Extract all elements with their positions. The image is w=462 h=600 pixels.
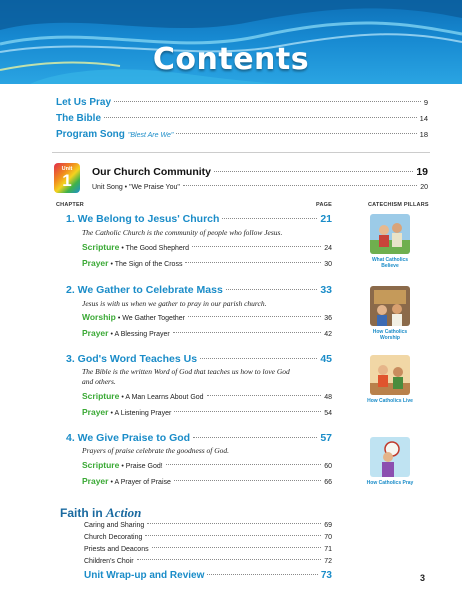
dot-leader (207, 574, 317, 575)
wrap-up-label: Unit Wrap-up and Review (84, 570, 205, 581)
toc-entry-label: Program Song (56, 129, 125, 140)
pillar-pray-image (370, 437, 410, 477)
dot-leader (188, 316, 321, 317)
chapter-description: The Catholic Church is the community of people who follow Jesus. (82, 228, 283, 237)
unit-page: 19 (416, 166, 428, 178)
toc-entry-unit[interactable] (92, 166, 428, 178)
toc-entry-page: 18 (419, 130, 428, 139)
wrap-up-page: 73 (320, 570, 332, 581)
dot-leader (145, 535, 321, 536)
chapter-page: 21 (320, 213, 332, 225)
unit-title: Our Church Community (92, 166, 212, 178)
dot-leader (222, 218, 317, 219)
pillar-caption: What Catholics Believe (371, 257, 409, 269)
pillar-live-image (370, 355, 410, 395)
chapter-3-item-2[interactable] (82, 407, 332, 417)
item-keyword: Prayer (82, 258, 109, 268)
chapter-1-item-2[interactable] (82, 258, 332, 268)
item-label: • A Prayer of Praise (110, 479, 171, 486)
column-heading-pillars: CATECHISM PILLARS (368, 202, 429, 208)
dot-leader (226, 289, 318, 290)
toc-entry-let-us-pray[interactable] (56, 97, 428, 108)
item-label: • A Blessing Prayer (110, 331, 170, 338)
dot-leader (193, 437, 317, 438)
page-number: 3 (420, 573, 426, 583)
faith-in-action-heading-plain: Faith in (60, 506, 103, 520)
faith-item-label: Children's Choir (84, 558, 134, 565)
dot-leader (147, 523, 321, 524)
chapter-title: 3. God's Word Teaches Us (66, 353, 198, 365)
chapter-4-item-2[interactable] (82, 476, 332, 486)
item-page: 42 (324, 331, 332, 338)
column-heading-chapter: CHAPTER (56, 202, 84, 208)
chapter-description: Prayers of praise celebrate the goodness of God. (82, 446, 230, 455)
chapter-3-title-row[interactable] (66, 353, 332, 365)
item-label: • The Sign of the Cross (110, 261, 183, 268)
pillar-caption: How Catholics Worship (372, 329, 408, 341)
item-label: • Praise God! (121, 463, 163, 470)
chapter-3-item-1[interactable] (82, 391, 332, 401)
faith-item-label: Church Decorating (84, 534, 143, 541)
pillar-caption: How Catholics Live (367, 398, 413, 404)
toc-entry-page: 14 (419, 114, 428, 123)
chapter-title: 2. We Gather to Celebrate Mass (66, 284, 223, 296)
divider (52, 152, 430, 153)
chapter-4-title-row[interactable] (66, 432, 332, 444)
unit-badge (54, 163, 80, 193)
chapter-1-item-1[interactable] (82, 242, 332, 252)
item-page: 30 (324, 261, 332, 268)
item-keyword: Prayer (82, 328, 109, 338)
unit-badge-number: 1 (62, 171, 72, 190)
chapter-2-title-row[interactable] (66, 284, 332, 296)
dot-leader (174, 411, 321, 412)
toc-entry-label: The Bible (56, 113, 102, 124)
faith-in-action-item[interactable] (84, 534, 332, 541)
toc-entry-the-bible[interactable] (56, 113, 428, 124)
chapter-2-item-2[interactable] (82, 328, 332, 338)
dot-leader (192, 246, 321, 247)
item-keyword: Scripture (82, 242, 120, 252)
toc-entry-program-song[interactable] (56, 129, 428, 140)
item-keyword: Scripture (82, 460, 120, 470)
dot-leader (207, 395, 322, 396)
item-page: 60 (324, 463, 332, 470)
dot-leader (174, 480, 321, 481)
dot-leader (166, 464, 322, 465)
dot-leader (152, 547, 322, 548)
header-banner (0, 0, 462, 84)
item-page: 66 (324, 479, 332, 486)
item-label: • A Listening Prayer (110, 410, 172, 417)
pillar-caption: How Catholics Pray (366, 480, 414, 486)
dot-leader (173, 332, 321, 333)
pillar-worship-image (370, 286, 410, 326)
faith-item-label: Caring and Sharing (84, 522, 145, 529)
pillar-believe[interactable] (366, 214, 414, 269)
chapter-title: 1. We Belong to Jesus' Church (66, 213, 220, 225)
unit-badge-label: Unit (61, 166, 73, 172)
dot-leader (114, 101, 421, 102)
toc-entry-unit-song[interactable] (92, 184, 428, 191)
chapter-description: Jesus is with us when we gather to pray in our parish church. (82, 299, 267, 308)
page-title: Contents (152, 42, 310, 77)
dot-leader (176, 133, 416, 134)
item-label: • The Good Shepherd (121, 245, 190, 252)
item-page: 48 (324, 394, 332, 401)
pillar-worship[interactable] (366, 286, 414, 341)
dot-leader (185, 262, 321, 263)
chapter-title: 4. We Give Praise to God (66, 432, 191, 444)
column-heading-page: PAGE (316, 202, 332, 208)
unit-song-page: 20 (420, 184, 428, 191)
item-page: 24 (324, 245, 332, 252)
faith-in-action-item[interactable] (84, 558, 332, 565)
item-page: 54 (324, 410, 332, 417)
chapter-description: The Bible is the written Word of God that teaches us how to love God and others. (82, 367, 290, 386)
faith-in-action-heading (60, 505, 141, 521)
faith-item-page: 71 (324, 546, 332, 553)
faith-in-action-item[interactable] (84, 522, 332, 529)
faith-item-label: Priests and Deacons (84, 546, 149, 553)
faith-item-page: 72 (324, 558, 332, 565)
item-keyword: Prayer (82, 476, 109, 486)
dot-leader (183, 185, 417, 186)
chapter-4-item-1[interactable] (82, 460, 332, 470)
pillar-live[interactable] (366, 355, 414, 404)
toc-entry-page: 9 (423, 98, 428, 107)
item-page: 36 (324, 315, 332, 322)
item-keyword: Prayer (82, 407, 109, 417)
item-label: • A Man Learns About God (121, 394, 204, 401)
chapter-page: 45 (320, 353, 332, 365)
toc-entry-unit-wrap-up[interactable] (84, 570, 332, 581)
item-label: • We Gather Together (117, 315, 186, 322)
faith-in-action-heading-em: Action (106, 505, 142, 520)
dot-leader (214, 171, 413, 172)
pillar-believe-image (370, 214, 410, 254)
chapter-page: 33 (320, 284, 332, 296)
toc-entry-label: Let Us Pray (56, 97, 112, 108)
chapter-1-title-row[interactable] (66, 213, 332, 225)
unit-song-label: Unit Song • "We Praise You" (92, 184, 180, 191)
toc-entry-subtitle: "Blest Are We" (127, 132, 174, 139)
faith-item-page: 69 (324, 522, 332, 529)
dot-leader (137, 559, 322, 560)
pillar-pray[interactable] (366, 437, 414, 486)
faith-in-action-item[interactable] (84, 546, 332, 553)
dot-leader (104, 117, 417, 118)
chapter-page: 57 (320, 432, 332, 444)
faith-item-page: 70 (324, 534, 332, 541)
item-keyword: Scripture (82, 391, 120, 401)
dot-leader (200, 358, 317, 359)
item-keyword: Worship (82, 312, 116, 322)
chapter-2-item-1[interactable] (82, 312, 332, 322)
